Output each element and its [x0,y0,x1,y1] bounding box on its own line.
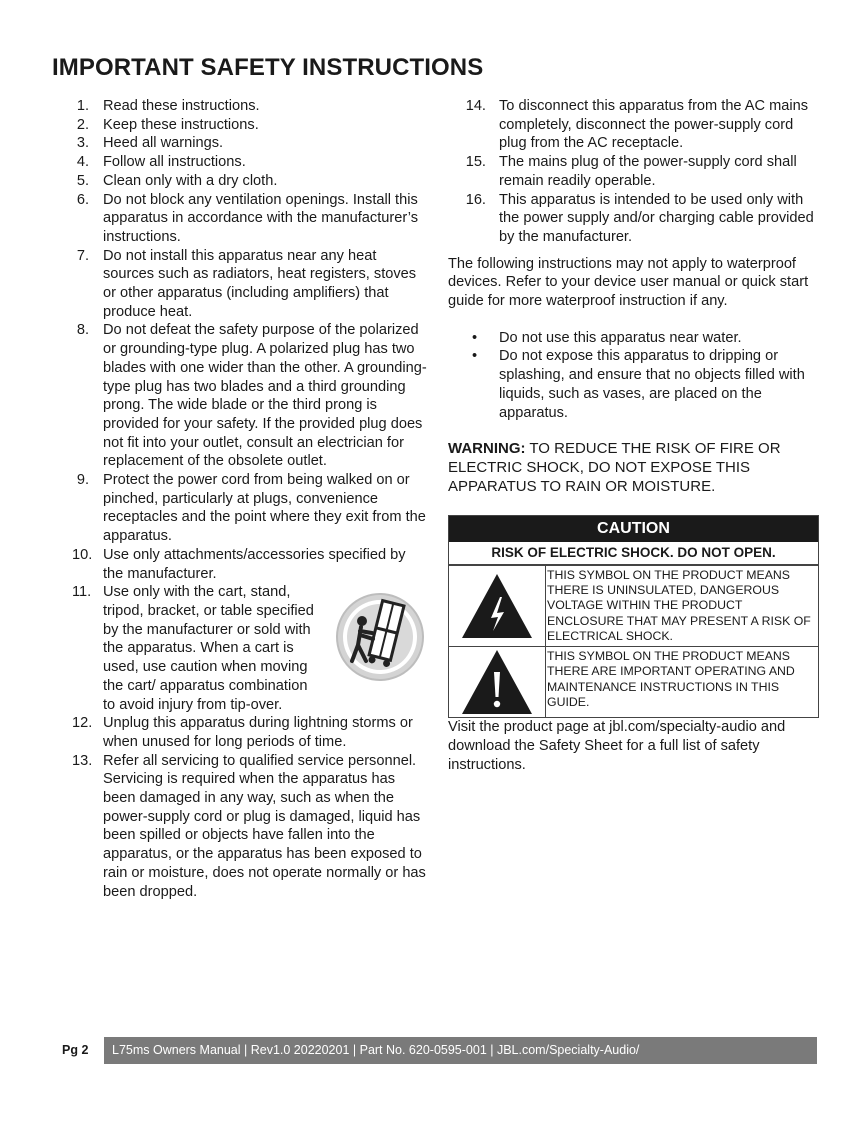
instruction-item: 16. This apparatus is intended to be used only with the power supply and/or charging cable provided by the manufacturer. [465,191,814,245]
instruction-item: 9. Protect the power cord from being walked on or pinched, particularly at plugs, convenience receptacles and the point where they exit from the apparatus. [76,472,426,545]
instruction-item: 7. Do not install this apparatus near any heat sources such as radiators, heat registers, stoves or other apparatus (including amplifiers) that produce heat. [76,247,417,320]
instruction-item: 10. Use only attachments/accessories specified by the manufacturer. [72,546,406,582]
instruction-list-left [72,97,428,901]
visit-text: Visit the product page at jbl.com/specialty-audio and download the Safety Sheet for a full list of safety instructions. [448,719,786,773]
instruction-list-right [448,97,820,247]
right-column [448,97,820,774]
caution-box [448,515,819,718]
caution-row [449,565,818,646]
instruction-item: 15. The mains plug of the power-supply cord shall remain readily operable. [465,154,797,189]
warning-label: WARNING: [448,440,526,458]
caution-text: THIS SYMBOL ON THE PRODUCT MEANS THERE ARE IMPORTANT OPERATING AND MAINTENANCE INSTRUCTIONS IN THIS GUIDE. [547,649,795,710]
instruction-item: 14. To disconnect this apparatus from the AC mains completely, disconnect the power-supply cord plug from the AC receptacle. [465,98,809,152]
footer-bar: L75ms Owners Manual | Rev1.0 20220201 | Part No. 620-0595-001 | JBL.com/Specialty-Audio/ [104,1037,817,1064]
instruction-item: 4. Follow all instructions. [76,154,246,171]
lightning-warning-icon [449,566,546,646]
bullet-item: • Do not use this apparatus near water. [472,329,742,346]
caution-row [449,646,818,717]
instruction-item: 13. Refer all servicing to qualified service personnel. Servicing is required when the apparatus has been damaged in any way, such as when the power-supply cord or plug is damaged, liquid has been spilled or objects have fallen into the apparatus, or the apparatus has been exposed to rain or moisture, does not operate normally or has been dropped. [72,752,426,900]
instruction-item: 1. Read these instructions. [76,98,260,114]
waterproof-note: The following instructions may not apply to waterproof devices. Refer to your device user manual or quick start guide for more waterproof instruction if any. [448,255,809,310]
instruction-item: 2. Keep these instructions. [76,116,259,133]
caution-text: THIS SYMBOL ON THE PRODUCT MEANS THERE IS UNINSULATED, DANGEROUS VOLTAGE WITHIN THE PRODUCT ENCLOSURE THAT MAY PRESENT A RISK OF ELECTRICAL SHOCK. [547,567,811,643]
instruction-item: 5. Clean only with a dry cloth. [76,172,278,189]
instruction-item: 8. Do not defeat the safety purpose of the polarized or grounding-type plug. A polarized plug has two blades with one wider than the other. A grounding-type plug has two blades and a third grounding prong. The wide blade or the third prong is provided for your safety. If the provided plug does not fit into your outlet, consult an electrician for replacement of the obsolete outlet. [76,322,427,470]
exclamation-warning-icon [449,647,546,717]
page-footer [52,1037,817,1064]
instruction-item: 6. Do not block any ventilation openings. Install this apparatus in accordance with the manufacturer’s instructions. [76,191,419,245]
bullet-item: • Do not expose this apparatus to dripping or splashing, and ensure that no objects filled with liquids, such as vases, are placed on the apparatus. [472,348,805,421]
instruction-item: 12. Unplug this apparatus during lightning storms or when unused for long periods of time. [72,715,413,750]
warning-text: WARNING: TO REDUCE THE RISK OF FIRE OR ELECTRIC SHOCK, DO NOT EXPOSE THIS APPARATUS TO RAIN OR MOISTURE. [448,440,781,495]
instruction-item: 11. Use only with the cart, stand, tripod, bracket, or table specified by the manufacturer or sold with the apparatus. When a cart is used, use caution when moving the cart/ apparatus combination to avoid injury from tip-over. [72,583,428,714]
caution-header: CAUTION [449,516,818,542]
instruction-item: 3. Heed all warnings. [76,135,224,152]
left-column [72,97,428,901]
water-bullet-list [448,329,820,423]
page-number: Pg 2 [62,1043,89,1057]
page-title: IMPORTANT SAFETY INSTRUCTIONS [52,54,484,81]
cart-tipover-warning-icon [328,587,428,685]
caution-subheader: RISK OF ELECTRIC SHOCK. DO NOT OPEN. [449,542,818,565]
